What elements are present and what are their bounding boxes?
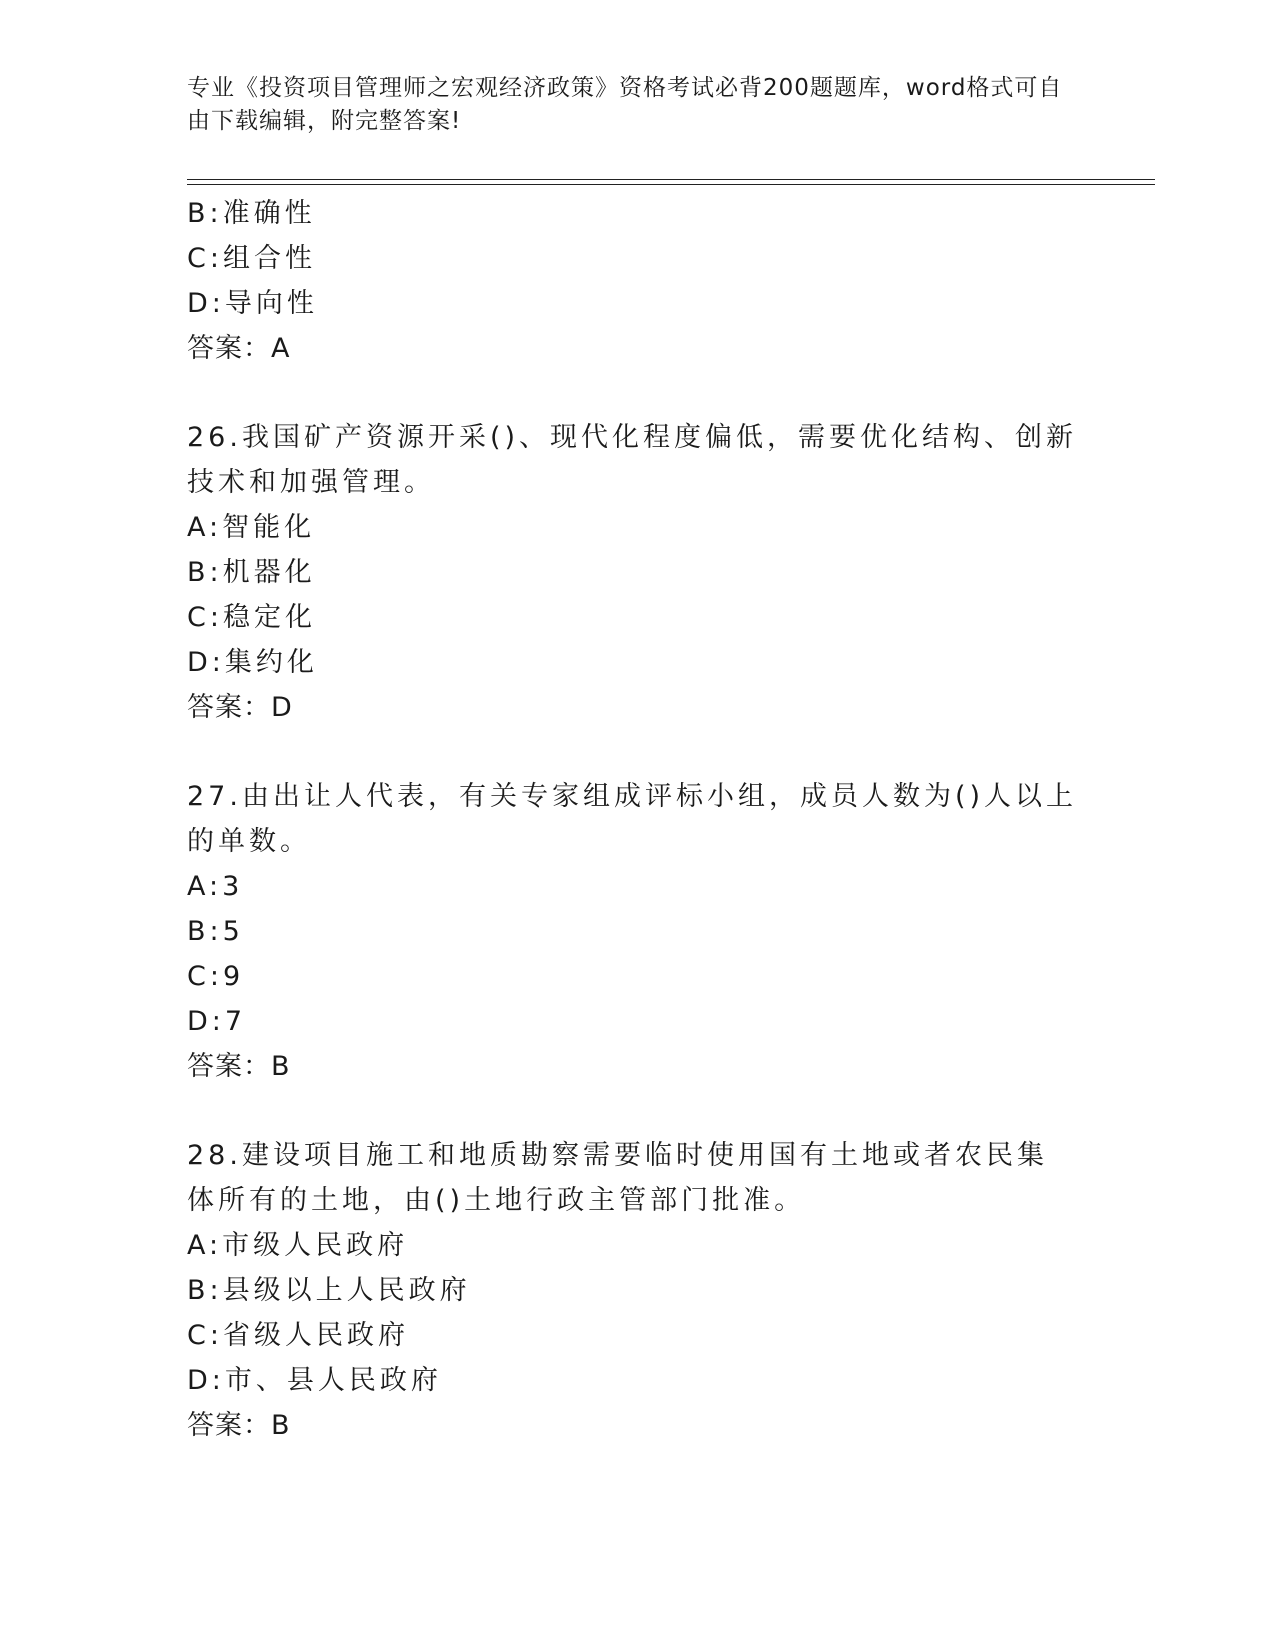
option-b: B:机器化 bbox=[187, 557, 316, 588]
answer-line: 答案：A bbox=[187, 333, 291, 364]
answer-line: 答案：B bbox=[187, 1051, 291, 1082]
document-header: 专业《投资项目管理师之宏观经济政策》资格考试必背200题题库，word格式可自由下载编辑，附完整答案! bbox=[187, 75, 1063, 134]
question-stem: 28.建设项目施工和地质勘察需要临时使用国有土地或者农民集体所有的土地，由()土地行政主管部门批准。 bbox=[187, 1140, 1048, 1216]
option-c: C:省级人民政府 bbox=[187, 1320, 409, 1351]
option-c: C:9 bbox=[187, 961, 245, 992]
option-a: A:智能化 bbox=[187, 512, 316, 543]
header-rule-bottom bbox=[187, 184, 1155, 185]
option-c: C:稳定化 bbox=[187, 602, 316, 633]
header-rule-top bbox=[187, 179, 1155, 180]
option-b: B:准确性 bbox=[187, 198, 316, 229]
question-26 bbox=[187, 415, 1087, 730]
option-d: D:集约化 bbox=[187, 647, 318, 678]
answer-line: 答案：D bbox=[187, 692, 293, 723]
question-27 bbox=[187, 774, 1087, 1089]
option-d: D:7 bbox=[187, 1006, 247, 1037]
option-a: A:市级人民政府 bbox=[187, 1230, 409, 1261]
option-c: C:组合性 bbox=[187, 243, 316, 274]
question-list bbox=[187, 191, 1087, 1448]
spacer bbox=[187, 730, 1087, 774]
question-stem: 26.我国矿产资源开采()、现代化程度偏低，需要优化结构、创新技术和加强管理。 bbox=[187, 422, 1078, 498]
question-25-continued bbox=[187, 191, 1087, 371]
question-28 bbox=[187, 1133, 1087, 1448]
option-d: D:市、县人民政府 bbox=[187, 1365, 442, 1396]
option-d: D:导向性 bbox=[187, 288, 318, 319]
answer-line: 答案：B bbox=[187, 1410, 291, 1441]
spacer bbox=[187, 371, 1087, 415]
spacer bbox=[187, 1089, 1087, 1133]
option-b: B:县级以上人民政府 bbox=[187, 1275, 471, 1306]
option-a: A:3 bbox=[187, 871, 244, 902]
option-b: B:5 bbox=[187, 916, 244, 947]
question-stem: 27.由出让人代表，有关专家组成评标小组，成员人数为()人以上的单数。 bbox=[187, 781, 1078, 857]
